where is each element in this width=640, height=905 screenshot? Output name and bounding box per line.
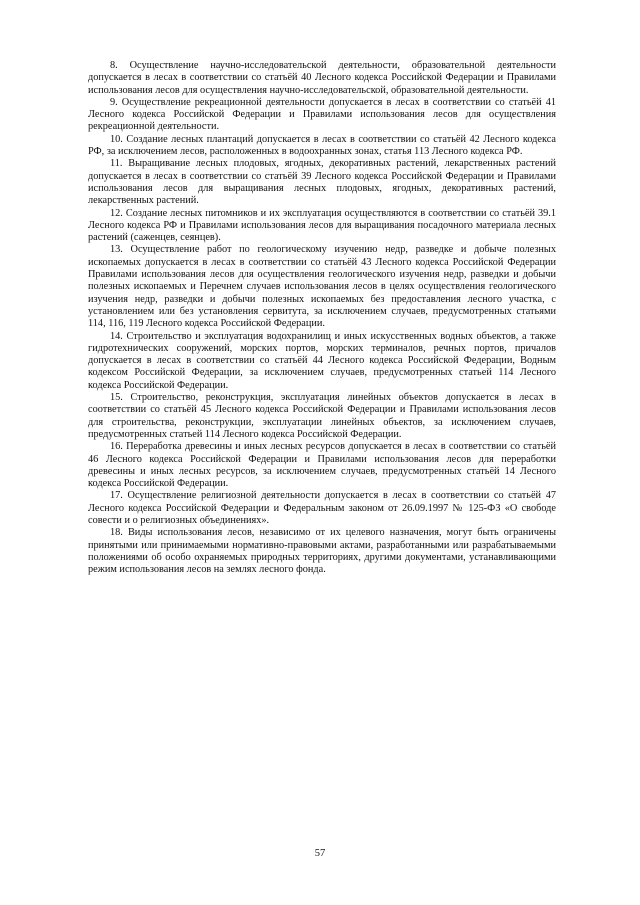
paragraph-10: 10. Создание лесных плантаций допускается в лесах в соответствии со статьёй 42 Лесного кодекса РФ, за исключением лесов, расположенных в водоохранных зонах, статья 113 Лесного кодекса РФ. <box>88 133 556 158</box>
paragraph-17: 17. Осуществление религиозной деятельности допускается в лесах в соответствии со статьёй 47 Лесного кодекса Российской Федерации и Федеральным законом от 26.09.1997 № 125-ФЗ «О свободе совести и о религиозных объединениях». <box>88 490 556 526</box>
paragraph-15: 15. Строительство, реконструкция, эксплуатация линейных объектов допускается в лесах в соответствии со статьёй 45 Лесного кодекса Российской Федерации и Правилами использования лесов для строительства, реконструкции, эксплуатации линейных объектов, за исключением случаев, предусмотренных статьей 114 Лесного кодекса Российской Федерации. <box>88 392 556 440</box>
paragraph-8: 8. Осуществление научно-исследовательской деятельности, образовательной деятельности допускается в лесах в соответствии со статьёй 40 Лесного кодекса Российской Федерации и Правилами использования лесов для осуществления научно-исследовательской, образовательной деятельности. <box>88 60 556 96</box>
paragraph-12: 12. Создание лесных питомников и их эксплуатация осуществляются в соответствии со статьёй 39.1 Лесного кодекса РФ и Правилами использования лесов для выращивания посадочного материала лесных растений (саженцев, сеянцев). <box>88 207 556 244</box>
page-number: 57 <box>314 848 326 859</box>
paragraph-9: 9. Осуществление рекреационной деятельности допускается в лесах в соответствии со статьёй 41 Лесного кодекса Российской Федерации и Правилами использования лесов для осуществления рекреационной деятельности. <box>88 96 556 133</box>
paragraph-13: 13. Осуществление работ по геологическому изучению недр, разведке и добыче полезных ископаемых допускается в лесах в соответствии со статьёй 43 Лесного кодекса Российской Федерации Правилами использования лесов для осуществления геологического изучения недр, разведки и добычи полезных ископаемых и Перечнем случаев использования лесов в целях осуществления геологического изучения недр, разведки и добычи полезных ископаемых без предоставления лесного участка, с установлением или без установления сервитута, за исключением случаев, предусмотренных статьями 114, 116, 119 Лесного кодекса Российской Федерации. <box>88 244 556 330</box>
paragraph-14: 14. Строительство и эксплуатация водохранилищ и иных искусственных водных объектов, а также гидротехнических сооружений, морских портов, морских терминалов, речных портов, причалов допускается в лесах в соответствии со статьёй 44 Лесного кодекса Российской Федерации, Водным кодексом Российской Федерации, за исключением случаев, предусмотренных статьей 114 Лесного кодекса Российской Федерации. <box>88 330 556 391</box>
paragraph-11: 11. Выращивание лесных плодовых, ягодных, декоративных растений, лекарственных растений допускается в лесах в соответствии со статьёй 39 Лесного кодекса Российской Федерации и Правилами использования лесов для выращивания лесных плодовых, ягодных, декоративных растений, лекарственных растений. <box>88 158 556 207</box>
paragraph-18: 18. Виды использования лесов, независимо от их целевого назначения, могут быть ограничены принятыми или принимаемыми нормативно-правовыми актами, разработанными или разрабатываемыми положениями об особо охраняемых природных территориях, другими документами, устанавливающими режим использования лесов на землях лесного фонда. <box>88 527 556 576</box>
document-body <box>88 60 556 576</box>
paragraph-16: 16. Переработка древесины и иных лесных ресурсов допускается в лесах в соответствии со статьёй 46 Лесного кодекса Российской Федерации и Правилами использования лесов для переработки древесины и иных лесных ресурсов, за исключением случаев, предусмотренных статьёй 14 Лесного кодекса Российской Федерации. <box>88 441 556 490</box>
